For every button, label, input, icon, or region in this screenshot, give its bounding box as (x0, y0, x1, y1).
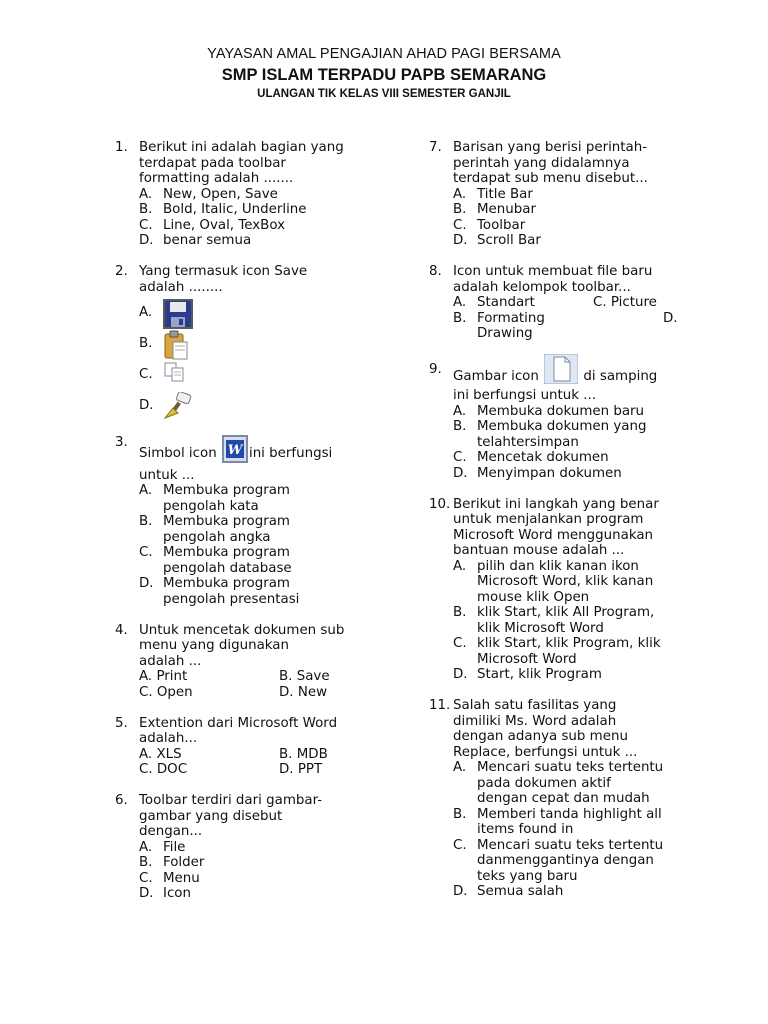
option-d: D. Start, klik Program (453, 667, 602, 682)
option-d: D. Membuka program pengolah presentasi (139, 576, 300, 607)
foundation-name: YAYASAN AMAL PENGAJIAN AHAD PAGI BERSAMA (207, 46, 561, 62)
option-a: A. Mencari suatu teks tertentu pada dokumen aktif dengan cepat dan mudah (453, 760, 664, 806)
format-painter-icon (163, 392, 189, 420)
option-b: B. klik Start, klik All Program, klik Microsoft Word (453, 605, 655, 636)
option-a: A. File (139, 839, 186, 855)
new-document-icon (544, 354, 578, 389)
floppy-save-icon (163, 299, 189, 327)
question-2: 2. Yang termasuk icon Save adalah ........ A. B. C. D. (115, 264, 377, 421)
question-4: 4. Untuk mencetak dokumen sub menu yang digunakan adalah ... A. Print B. Save C. Open D. New (115, 623, 377, 701)
option-a: A. Membuka dokumen baru (453, 403, 645, 419)
option-d: D. benar semua (139, 233, 252, 248)
option-b: B. Memberi tanda highlight all items found in (453, 806, 662, 837)
option-a: A. pilih dan klik kanan ikon Microsoft Word, klik kanan mouse klik Open (453, 558, 654, 605)
question-9: 9. Gambar icon di samping ini berfungsi untuk ... A. Membuka dokumen baru B. Membuka dokumen yang telahtersimpan C. Mencetak dokumen D. Menyimpan dokumen (429, 352, 691, 482)
option-c: C. Menu (139, 870, 200, 886)
school-name: SMP ISLAM TERPADU PAPB SEMARANG (221, 66, 547, 84)
option-d: D. New (279, 684, 328, 700)
option-c: C. Toolbar (453, 217, 526, 233)
paste-clipboard-icon (163, 330, 189, 358)
option-c: C. (139, 359, 377, 390)
option-d: D. Icon (139, 886, 191, 901)
option-b: B. Folder (139, 855, 205, 870)
option-b: B. Menubar (453, 202, 536, 217)
option-d: D. (139, 390, 377, 421)
option-c: C. Picture (593, 295, 657, 310)
options-grid (139, 669, 377, 700)
question-6: 6. Toolbar terdiri dari gambar- gambar yang disebut dengan... A. File B. Folder C. Menu D. Icon (115, 793, 377, 902)
option-a: A. New, Open, Save (139, 186, 278, 202)
option-b: B. MDB (279, 746, 328, 762)
option-a: A. Standart C. Picture (453, 295, 657, 310)
right-column (429, 140, 691, 915)
option-c: C. Line, Oval, TexBox (139, 217, 286, 233)
option-c: C. klik Start, klik Program, klik Microsoft Word (453, 636, 661, 667)
question-8: 8. Icon untuk membuat file baru adalah kelompok toolbar... A. Standart C. Picture B. Formating D. Drawing (429, 264, 691, 342)
option-a: A. Print (139, 669, 188, 684)
exam-title: ULANGAN TIK KELAS VIII SEMESTER GANJIL (257, 88, 511, 100)
copy-icon (163, 361, 189, 389)
svg-text:W: W (227, 443, 243, 458)
option-c: C. DOC (139, 762, 188, 777)
option-d: D. PPT (279, 762, 323, 777)
ms-word-icon (222, 435, 248, 468)
option-a: A. XLS (139, 746, 182, 762)
option-c: C. Mencetak dokumen (453, 450, 609, 465)
option-a: A. Membuka program pengolah kata (139, 483, 290, 514)
option-b: B. Save (279, 669, 330, 684)
option-b: B. Formating D. (453, 310, 678, 326)
option-c: C. Mencari suatu teks tertentu danmenggantinya dengan teks yang baru (453, 837, 664, 884)
option-a: A. Title Bar (453, 186, 533, 202)
question-10: 10. Berikut ini langkah yang benar untuk menjalankan program Microsoft Word menggunakan bantuan mouse adalah ... A. pilih dan klik kanan ikon Microsoft Word, klik kanan mouse klik Open B. klik Start, klik All Program, klik Microsoft Word C. klik Start, klik Program, klik Microsoft Word D. Start, klik Program (429, 497, 691, 683)
question-7: 7. Barisan yang berisi perintah- perintah yang didalamnya terdapat sub menu disebut... A. Title Bar B. Menubar C. Toolbar D. Scroll Bar (429, 140, 691, 249)
exam-header (0, 44, 768, 103)
option-d: D. Scroll Bar (453, 233, 541, 248)
option-b: B. Bold, Italic, Underline (139, 202, 307, 217)
option-d: D. Menyimpan dokumen (453, 465, 622, 481)
option-b: B. (139, 328, 377, 359)
option-c: C. Open (139, 684, 193, 700)
question-3: 3. Simbol icon W ini berfungsi untuk ... A. Membuka program pengolah kata B. Membuka program pengolah angka C. Membuka program pengolah database D. Membuka program pengolah presentasi (115, 435, 377, 607)
options-grid (139, 747, 377, 778)
option-c: C. Membuka program pengolah database (139, 545, 292, 576)
left-column (115, 140, 377, 917)
option-d: D. (663, 310, 678, 326)
option-a: A. (139, 297, 377, 328)
option-b: B. Membuka dokumen yang telahtersimpan (453, 419, 647, 450)
question-1: 1. Berikut ini adalah bagian yang terdapat pada toolbar formatting adalah ....... A. New, Open, Save B. Bold, Italic, Underline C. Line, Oval, TexBox D. benar semua (115, 140, 377, 249)
option-d: D. Semua salah (453, 884, 564, 899)
question-11: 11. Salah satu fasilitas yang dimiliki Ms. Word adalah dengan adanya sub menu Replace, berfungsi untuk ... A. Mencari suatu teks tertentu pada dokumen aktif dengan cepat dan mudah B. Memberi tanda highlight all items found in C. Mencari suatu teks tertentu danmenggantinya dengan teks yang baru D. Semua salah (429, 698, 691, 900)
option-b: B. Membuka program pengolah angka (139, 514, 290, 545)
question-5: 5. Extention dari Microsoft Word adalah... A. XLS B. MDB C. DOC D. PPT (115, 716, 377, 778)
